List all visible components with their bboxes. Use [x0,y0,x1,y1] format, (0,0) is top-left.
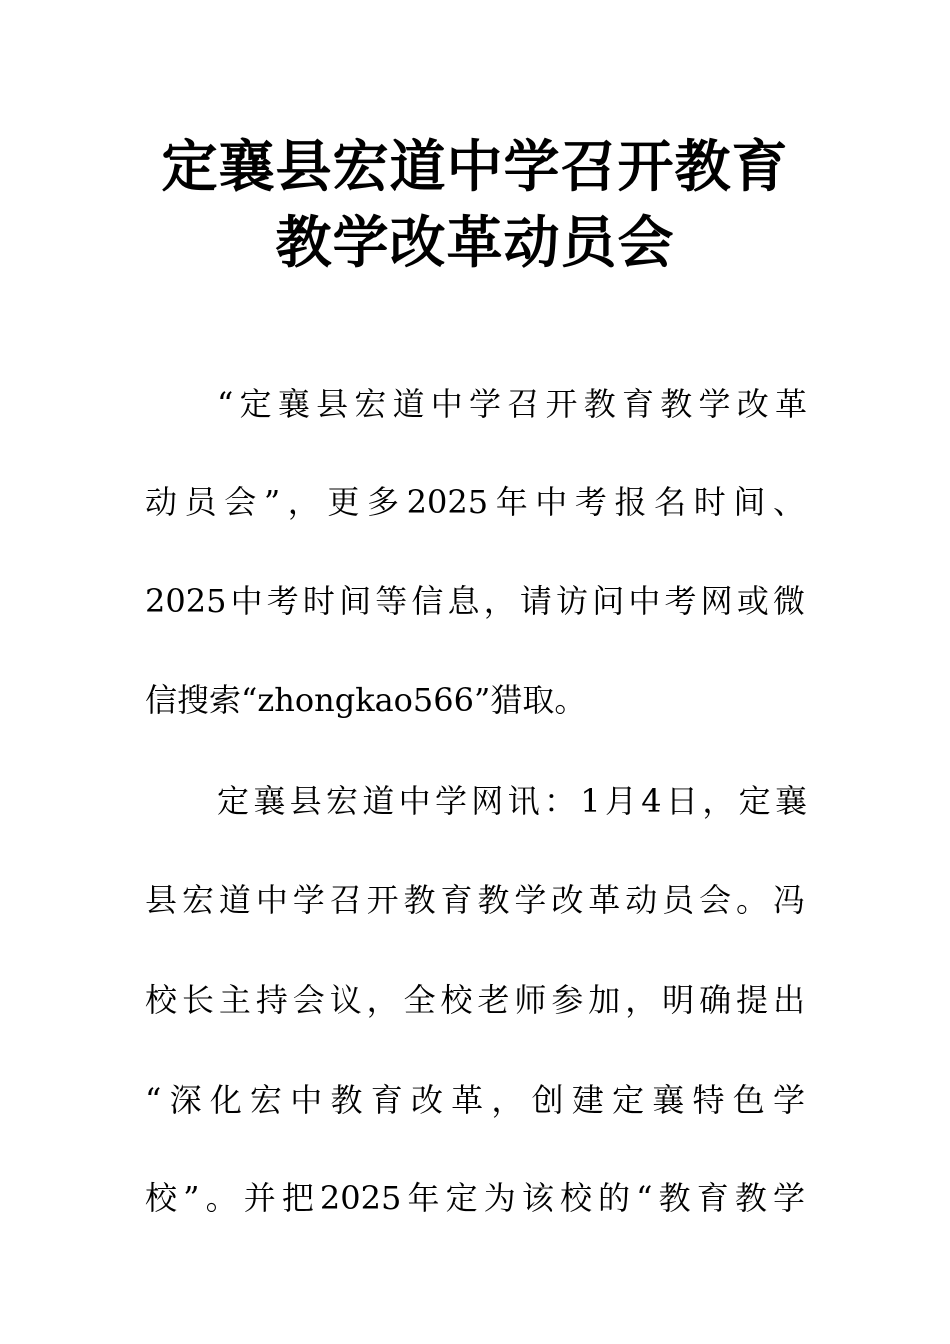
body-line-5: 定襄县宏道中学网讯：1月4日，定襄 [217,782,807,820]
body-line-4: 信搜索“zhongkao566”猎取。 [145,681,587,719]
body-line-8: “深化宏中教育改革，创建定襄特色学 [145,1081,805,1119]
document-title-line-2: 教学改革动员会 [275,211,675,276]
body-line-2: 动员会”，更多2025年中考报名时间、 [145,483,805,521]
body-line-6: 县宏道中学召开教育教学改革动员会。冯 [145,881,805,919]
body-line-3: 2025中考时间等信息，请访问中考网或微 [145,582,805,620]
body-line-7: 校长主持会议，全校老师参加，明确提出 [145,981,805,1019]
body-line-1: “定襄县宏道中学召开教育教学改革 [217,385,807,423]
body-line-9: 校”。并把2025年定为该校的“教育教学 [145,1179,805,1217]
document-title-line-1: 定襄县宏道中学召开教育 [161,135,789,200]
